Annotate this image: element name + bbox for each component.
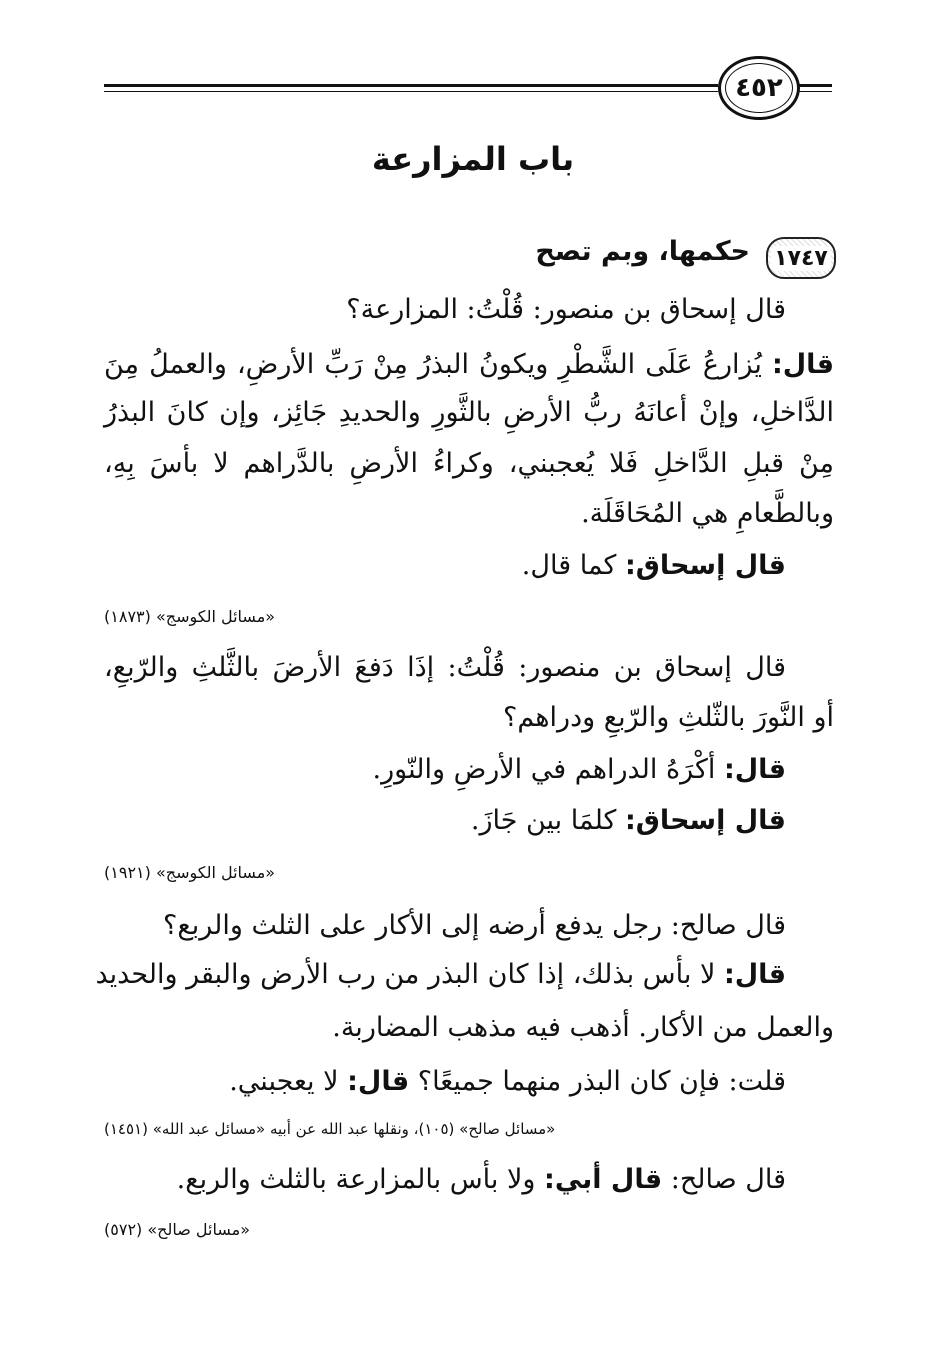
paragraph-line: قال: أكْرَهُ الدراهم في الأرضِ والنّورِ. <box>372 754 786 785</box>
paragraph-line: أو النَّورَ بالثّلثِ والرّبعِ ودراهم؟ <box>503 702 834 733</box>
paragraph-line: قال إسحاق بن منصور: قُلْتُ: إذَا دَفعَ الأرضَ بالثَّلثِ والرّبعِ، <box>104 652 786 683</box>
paragraph-line: قال إسحاق: كما قال. <box>521 550 786 581</box>
section-title: حكمها، وبم تصح <box>535 236 750 267</box>
speaker-label: قال: <box>347 1066 410 1097</box>
paragraph-line: قلت: فإن كان البذر منهما جميعًا؟ قال: لا يعجبني. <box>229 1066 786 1097</box>
paragraph-line: قال إسحاق بن منصور: قُلْتُ: المزارعة؟ <box>346 294 786 325</box>
paragraph-line: مِنْ قبلِ الدَّاخلِ فَلا يُعجبني، وكراءُ الأرضِ بالدَّراهم لا بأسَ بِهِ، <box>104 448 834 479</box>
source-reference: «مسائل الكوسج» (١٨٧٣) <box>104 607 276 626</box>
paragraph-line: وبالطَّعامِ هي المُحَاقَلَة. <box>581 498 834 529</box>
page-number-badge <box>718 56 800 120</box>
section-number-badge <box>766 237 836 279</box>
source-reference: «مسائل صالح» (٥٧٢) <box>104 1220 250 1239</box>
speaker-label: قال إسحاق: <box>625 550 786 581</box>
header-rule-right-thin <box>798 91 832 92</box>
speaker-label: قال أبي: <box>544 1164 663 1195</box>
source-reference: «مسائل الكوسج» (١٩٢١) <box>104 863 276 882</box>
paragraph-line: الدَّاخلِ، وإنْ أعانَهُ ربُّ الأرضِ بالثَّورِ والحديدِ جَائِز، وإن كانَ البذرُ <box>104 397 834 428</box>
speaker-label: قال إسحاق: <box>625 805 786 836</box>
paragraph-line: قال صالح: رجل يدفع أرضه إلى الأكار على الثلث والربع؟ <box>163 910 786 941</box>
source-reference: «مسائل صالح» (١٠٥)، ونقلها عبد الله عن أبيه «مسائل عبد الله» (١٤٥١) <box>104 1120 556 1138</box>
header-rule-thin <box>104 91 718 92</box>
header-rule-right <box>798 84 832 87</box>
paragraph-line: قال صالح: قال أبي: ولا بأس بالمزارعة بالثلث والربع. <box>176 1164 786 1195</box>
section-number: ١٧٤٧ <box>771 246 831 271</box>
chapter-title: باب المزارعة <box>371 140 575 178</box>
paragraph-line: قال: لا بأس بذلك، إذا كان البذر من رب الأرض والبقر والحديد <box>95 959 786 990</box>
speaker-label: قال: <box>723 754 786 785</box>
page-number: ٤٥٢ <box>735 73 783 103</box>
speaker-label: قال: <box>771 349 834 380</box>
speaker-label: قال: <box>723 959 786 990</box>
paragraph-line: والعمل من الأكار. أذهب فيه مذهب المضاربة. <box>332 1012 834 1043</box>
paragraph-line: قال: يُزارعُ عَلَى الشَّطْرِ ويكونُ البذرُ مِنْ رَبِّ الأرضِ، والعملُ مِنَ <box>104 349 834 380</box>
paragraph-line: قال إسحاق: كلمَا بين جَازَ. <box>470 805 786 836</box>
header-rule <box>104 84 718 87</box>
